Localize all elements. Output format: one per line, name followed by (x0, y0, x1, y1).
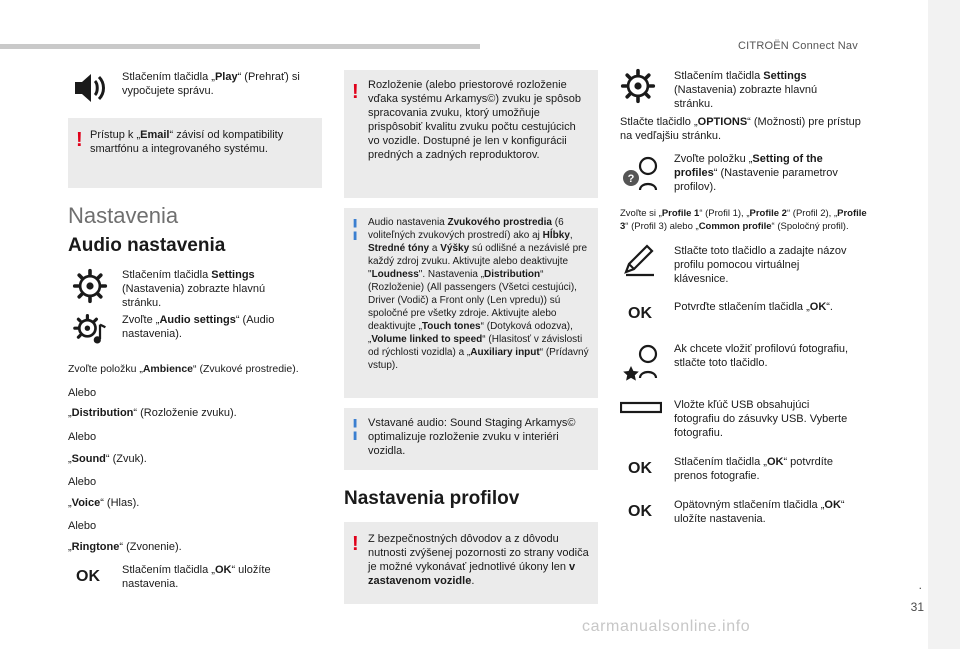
page-number: 31 (910, 600, 924, 614)
watermark: carmanualsonline.info (582, 618, 751, 635)
ringtone-option: „Ringtone“ (Zvonenie). (68, 541, 182, 553)
safety-warning-text: Z bezpečnostných dôvodov a z dôvodu nutnosti zvýšenej pozornosti zo strany vodiča je možné vykonávať jednotlivé úkony len v zastavenom vozidle. (368, 533, 589, 587)
ok-button-label: OK (628, 305, 652, 322)
pencil-icon (620, 244, 660, 278)
edit-profile-step-text: Stlačte toto tlačidlo a zadajte názov profilu pomocou virtuálnej klávesnice. (674, 245, 847, 285)
speaker-icon (70, 68, 110, 108)
safety-warning-box (344, 522, 598, 604)
profiles-title: Nastavenia profilov (344, 488, 520, 509)
gear-icon (72, 268, 108, 304)
or-label: Alebo (68, 431, 97, 443)
header-brand: CITROËN Connect Nav (738, 40, 858, 52)
warning-mark-icon: ! (352, 533, 359, 555)
profile-question-icon (620, 152, 662, 192)
ok-button-label: OK (628, 460, 652, 477)
audio-settings-title: Audio nastavenia (68, 235, 226, 256)
audio-info-text: Audio nastavenia Zvukového prostredia (6 voliteľných zvukových prostredí) ako aj Hĺbky, Stredné tóny a Výšky sú odlišné a nezávislé pre každý zdroj zvuku. Aktivujte alebo deaktivujte "Loudness". Nastavenia „Distribution“ (Rozloženie) (All passengers (Všetci cestujúci), Driver (Vodič) a Front only (Len vpredu)) sú spoločné pre všetky zdroje. Aktivujte alebo deaktivujte „Touch tones“ (Dotyková odozva), „Volume linked to speed“ (Hlasitosť v závislosti od rýchlosti vozidla) a „Auxiliary input“ (Prídavný vstup). (368, 217, 589, 371)
usb-step-text: Vložte kľúč USB obsahujúci fotografiu do zásuvky USB. Vyberte fotografiu. (674, 399, 848, 439)
info-mark-icon: ¦ (352, 415, 359, 440)
or-label: Alebo (68, 476, 97, 488)
or-label: Alebo (68, 387, 97, 399)
header-rule (0, 44, 480, 49)
transfer-step-text: Stlačením tlačidla „OK“ potvrdíte prenos fotografie. (674, 456, 833, 482)
profiles-step-text: Zvoľte položku „Setting of the profiles“ (Nastavenie parametrov profilov). (674, 153, 838, 193)
col3-settings-step-text: Stlačením tlačidla Settings (Nastavenia) zobrazte hlavnú stránku. (674, 70, 818, 110)
ok-button-label: OK (76, 568, 100, 585)
usb-bar-icon (620, 400, 662, 416)
audio-info-box (344, 208, 598, 398)
gear-icon (620, 68, 656, 104)
choose-profile-text: Zvoľte si „Profile 1“ (Profil 1), „Profile 2“ (Profil 2), „Profile 3“ (Profil 3) alebo „Common profile“ (Spoločný profil). (620, 208, 867, 232)
ambience-option: Zvoľte položku „Ambience“ (Zvukové prostredie). (68, 363, 299, 375)
page-dot: . (918, 578, 922, 592)
distribution-warning-box (344, 70, 598, 198)
confirm-step-text: Potvrďte stlačením tlačidla „OK“. (674, 301, 833, 313)
or-label: Alebo (68, 520, 97, 532)
email-warning-box (68, 118, 322, 188)
audio-settings-step-text: Zvoľte „Audio settings“ (Audio nastavenia). (122, 314, 275, 340)
warning-mark-icon: ! (76, 129, 83, 151)
page-edge-strip (928, 0, 960, 649)
sound-staging-info-box (344, 408, 598, 470)
profile-star-icon (620, 342, 662, 382)
distribution-option: „Distribution“ (Rozloženie zvuku). (68, 407, 237, 419)
distribution-warning-text: Rozloženie (alebo priestorové rozloženie vďaka systému Arkamys©) zvuku je spôsob spracovania zvuku, ktorý umožňuje prispôsobiť kvalitu zvuku počtu cestujúcich vo vozidle. Dostupné je len v konfigurácii predných a zadných reproduktorov. (368, 79, 581, 161)
options-step-text: Stlačte tlačidlo „OPTIONS“ (Možnosti) pre prístup na vedľajšiu stránku. (620, 116, 861, 142)
photo-step-text: Ak chcete vložiť profilovú fotografiu, stlačte toto tlačidlo. (674, 343, 849, 369)
sound-staging-text: Vstavané audio: Sound Staging Arkamys© optimalizuje rozloženie zvuku v interiéri vozidla. (368, 417, 576, 457)
email-warning-text: Prístup k „Email“ závisí od kompatibility smartfónu a integrovaného systému. (90, 129, 284, 155)
section-title: Nastavenia (68, 203, 179, 228)
save-step-text: Stlačením tlačidla „OK“ uložíte nastavenia. (122, 564, 271, 590)
final-save-step-text: Opätovným stlačením tlačidla „OK“ uložíte nastavenia. (674, 499, 845, 525)
sound-option: „Sound“ (Zvuk). (68, 453, 147, 465)
gear-music-icon (72, 312, 110, 348)
warning-mark-icon: ! (352, 81, 359, 103)
play-instruction: Stlačením tlačidla „Play“ (Prehrať) si vypočujete správu. (122, 71, 300, 97)
ok-button-label: OK (628, 503, 652, 520)
settings-step-text: Stlačením tlačidla Settings (Nastavenia) zobrazte hlavnú stránku. (122, 269, 266, 309)
svg-text:?: ? (627, 173, 635, 185)
voice-option: „Voice“ (Hlas). (68, 497, 140, 509)
info-mark-icon: ¦ (352, 215, 359, 240)
